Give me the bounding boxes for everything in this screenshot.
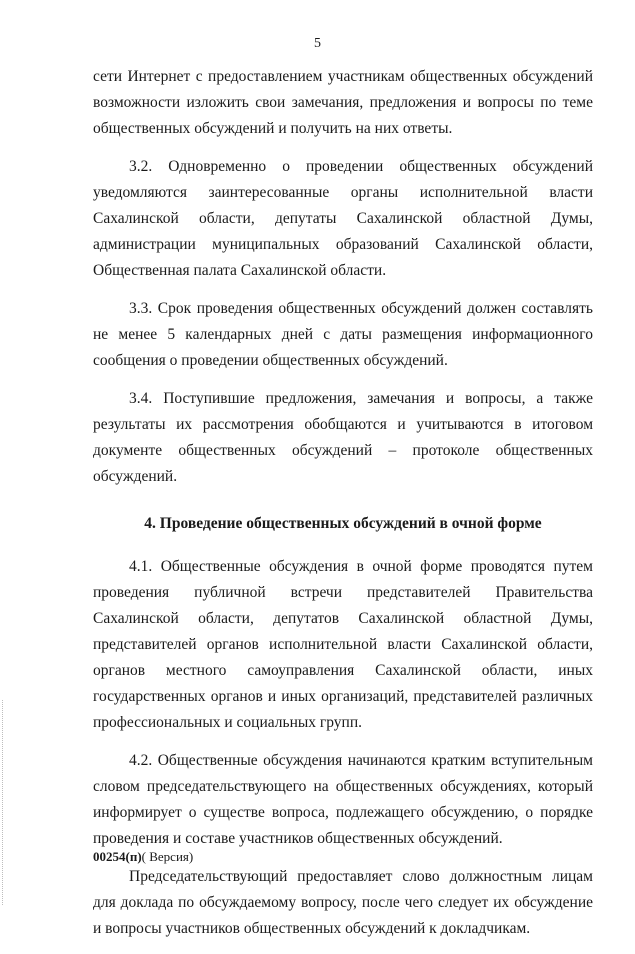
paragraph-3-3: 3.3. Срок проведения общественных обсуждений должен составлять не менее 5 календарных дней с даты размещения информационного сообщения о проведении общественных обсуждений. [93, 300, 593, 369]
paragraph-3-4: 3.4. Поступившие предложения, замечания и вопросы, а также результаты их рассмотрения обобщаются и учитываются в итоговом документе общественных обсуждений – протоколе общественных обсуждений. [93, 390, 593, 485]
document-footer [93, 849, 193, 865]
document-code: 00254(п) [93, 849, 142, 864]
paragraph-chair: Председательствующий предоставляет слово должностным лицам для доклада по обсуждаемому вопросу, после чего следует их обсуждение и вопросы участников общественных обсуждений к докладчикам. [93, 868, 593, 937]
paragraph-4-2: 4.2. Общественные обсуждения начинаются кратким вступительным словом председательствующего на общественных обсуждениях, который информирует о существе вопроса, подлежащего обсуждению, о порядке проведения и составе участников общественных обсуждений. [93, 752, 593, 847]
document-version: ( Версия) [141, 849, 194, 864]
page-number: 5 [314, 36, 321, 51]
document-body [93, 64, 593, 954]
paragraph-continuation: сети Интернет с предоставлением участникам общественных обсуждений возможности изложить свои замечания, предложения и вопросы по теме общественных обсуждений и получить на них ответы. [93, 68, 593, 137]
paragraph-3-2: 3.2. Одновременно о проведении общественных обсуждений уведомляются заинтересованные органы исполнительной власти Сахалинской области, депутаты Сахалинской областной Думы, администрации муниципальных образований Сахалинской области, Общественная палата Сахалинской области. [93, 158, 593, 279]
paragraph-4-1: 4.1. Общественные обсуждения в очной форме проводятся путем проведения публичной встречи представителей Правительства Сахалинской области, депутатов Сахалинской областной Думы, представителей органов исполнительной власти Сахалинской области, органов местного самоуправления Сахалинской области, иных государственных органов и иных организаций, представителей различных профессиональных и социальных групп. [93, 558, 593, 731]
scan-edge-marks [2, 700, 5, 905]
section-heading: 4. Проведение общественных обсуждений в очной форме [144, 515, 542, 532]
